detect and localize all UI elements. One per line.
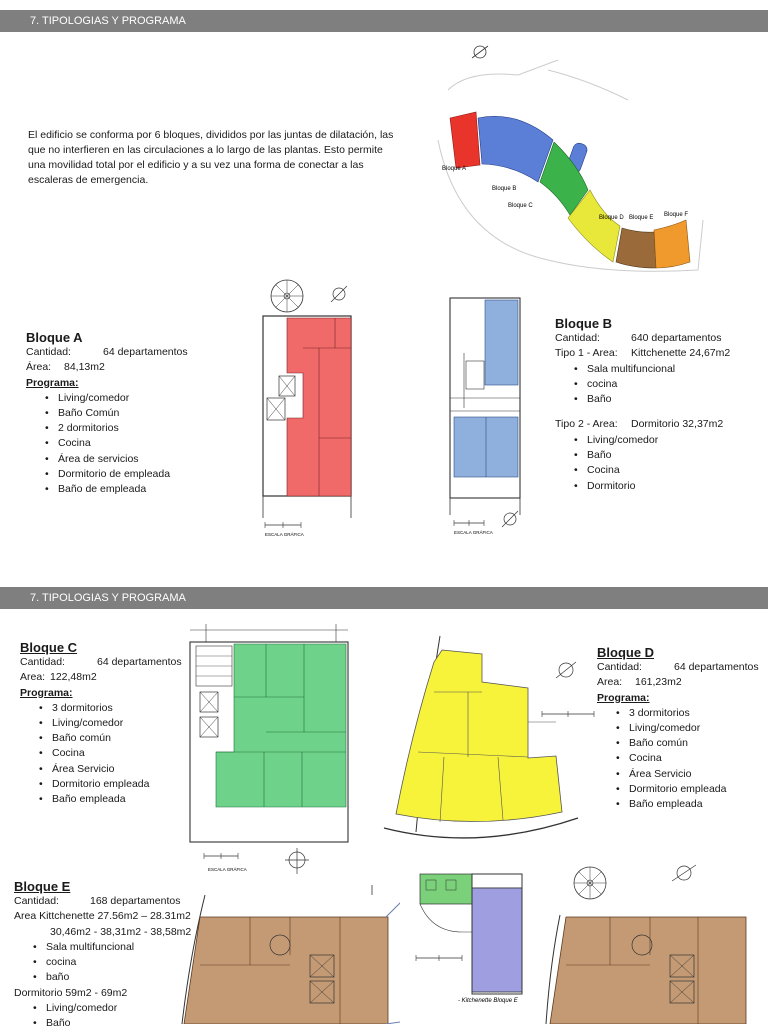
site-block-b — [478, 116, 553, 182]
block-a-program-label: Programa: — [26, 376, 79, 389]
block-a-area-key: Área: — [26, 361, 52, 374]
list-item: • Cocina — [26, 436, 188, 451]
block-b-cantidad-key: Cantidad: — [555, 332, 600, 344]
site-label-b: Bloque B — [492, 186, 517, 192]
site-plan — [428, 40, 708, 280]
scale-label: ESCALA GRÁFICA — [454, 530, 493, 535]
list-item: • Baño Común — [26, 406, 188, 421]
north-arrow-icon — [472, 46, 488, 58]
list-item: • cocina — [14, 955, 191, 970]
block-c-cantidad-key: Cantidad: — [20, 656, 65, 668]
list-item: • Living/comedor — [20, 716, 182, 731]
list-item: • Dormitorio empleada — [597, 782, 759, 797]
scale-bar — [416, 955, 462, 961]
site-label-d: Bloque D — [599, 215, 624, 221]
list-item: • 2 dormitorios — [26, 421, 188, 436]
block-a-cantidad-key: Cantidad: — [26, 346, 71, 358]
floor-plan-a — [255, 278, 360, 540]
list-item: • Cocina — [555, 463, 730, 478]
floor-plan-c — [186, 622, 356, 884]
scale-bar — [542, 711, 594, 717]
block-c-title: Bloque C — [20, 640, 78, 655]
block-c-area-value: 122,48m2 — [50, 671, 97, 684]
list-item: • baño — [14, 970, 191, 985]
list-item: • Dormitorio — [555, 479, 730, 494]
block-b-info — [555, 316, 730, 494]
list-item: • Living/comedor — [597, 721, 759, 736]
floor-plan-e-left — [160, 885, 400, 1024]
list-item: • Área Servicio — [597, 767, 759, 782]
list-item: • Baño — [555, 392, 730, 407]
list-item: • cocina — [555, 377, 730, 392]
block-b-tipo2-key: Tipo 2 - Area: — [555, 418, 618, 431]
stair-icon — [196, 646, 232, 686]
list-item: • Dormitorio empleada — [20, 777, 182, 792]
north-arrow-icon — [556, 662, 576, 678]
list-item: • Área de servicios — [26, 452, 188, 467]
list-item: • Baño — [555, 448, 730, 463]
block-a-title: Bloque A — [26, 330, 83, 345]
section-header: 7. TIPOLOGIAS Y PROGRAMA — [0, 587, 768, 609]
block-c-area-key: Area: — [20, 671, 46, 684]
list-item: • Sala multifuncional — [14, 940, 191, 955]
scale-label: ESCALA GRÁFICA — [265, 532, 304, 537]
block-e-list-2 — [14, 1001, 191, 1032]
site-label-f: Bloque F — [664, 212, 689, 218]
list-item: • Baño común — [20, 731, 182, 746]
list-item: • Cocina — [20, 746, 182, 761]
site-label-e: Bloque E — [629, 215, 654, 221]
block-d-area-value: 161,23m2 — [635, 676, 682, 689]
list-item: • Living/comedor — [14, 1001, 191, 1016]
list-item: • Baño común — [597, 736, 759, 751]
block-b-tipo1-list — [555, 362, 730, 408]
block-b-tipo1-value: Kittchenette 24,67m2 — [631, 347, 731, 360]
list-item: • Baño — [14, 1016, 191, 1031]
block-e-area-line1: Area Kittchenette 27.56m2 – 28.31m2 — [14, 910, 191, 923]
block-e-area-line2: 30,46m2 - 38,31m2 - 38,58m2 — [50, 925, 192, 938]
spiral-stair-icon — [271, 280, 303, 312]
list-item: • Cocina — [597, 751, 759, 766]
block-b-title: Bloque B — [555, 316, 613, 331]
list-item: • Área Servicio — [20, 762, 182, 777]
block-c-info — [20, 640, 182, 808]
block-d-cantidad-value: 64 departamentos — [674, 661, 759, 673]
site-label-a: Bloque A — [442, 166, 467, 172]
list-item: • Dormitorio de empleada — [26, 467, 188, 482]
block-d-program-list — [597, 706, 759, 813]
list-item: • Baño de empleada — [26, 482, 188, 497]
block-b-tipo2-list — [555, 433, 730, 494]
list-item: • 3 dormitorios — [20, 701, 182, 716]
north-arrow-icon — [285, 848, 309, 874]
block-a-cantidad-value: 64 departamentos — [103, 346, 188, 358]
block-e-dorm-line: Dormitorio 59m2 - 69m2 — [14, 986, 128, 999]
block-e-title: Bloque E — [14, 879, 71, 894]
block-d-cantidad-key: Cantidad: — [597, 661, 642, 673]
scale-bar — [454, 520, 493, 535]
list-item: • Baño empleada — [20, 792, 182, 807]
list-item: • Sala multifuncional — [555, 362, 730, 377]
intro-paragraph: El edificio se conforma por 6 bloques, divididos por las juntas de dilatación, las que no interfieren en las circulaciones a lo largo de las plantas. Esto permite una movilidad total por el edificio y a su vez una forma de conectar a las escaleras de emergencia. — [28, 129, 394, 186]
block-a-info — [26, 330, 188, 498]
block-c-cantidad-value: 64 departamentos — [97, 656, 182, 668]
block-a-area-value: 84,13m2 — [64, 361, 105, 374]
block-e-cantidad-key: Cantidad: — [14, 895, 59, 907]
list-item: • Living/comedor — [26, 391, 188, 406]
list-item: • 3 dormitorios — [597, 706, 759, 721]
kitchenette-detail-plan — [412, 872, 528, 1012]
block-b-tipo2-value: Dormitorio 32,37m2 — [631, 418, 724, 431]
floor-plan-e-right — [530, 855, 768, 1024]
block-c-program-label: Programa: — [20, 686, 73, 699]
north-arrow-icon — [502, 511, 518, 527]
north-arrow-icon — [672, 865, 696, 881]
list-item: • Baño empleada — [597, 797, 759, 812]
block-d-program-label: Programa: — [597, 691, 650, 704]
block-b-tipo1-key: Tipo 1 - Area: — [555, 347, 618, 360]
block-d-title: Bloque D — [597, 645, 655, 660]
block-b-cantidad-value: 640 departamentos — [631, 332, 722, 344]
list-item: • Living/comedor — [555, 433, 730, 448]
block-a-program-list — [26, 391, 188, 498]
block-e-cantidad-value: 168 departamentos — [90, 895, 181, 907]
block-d-area-key: Area: — [597, 676, 623, 689]
block-e-info — [14, 879, 191, 1032]
floor-plan-d — [378, 632, 598, 850]
block-d-info — [597, 645, 759, 813]
scale-label: ESCALA GRÁFICA — [208, 867, 247, 872]
section-header: 7. TIPOLOGIAS Y PROGRAMA — [0, 10, 768, 32]
spiral-stair-icon — [574, 867, 606, 899]
scale-bar — [204, 853, 247, 872]
block-e-list-1 — [14, 940, 191, 986]
block-c-program-list — [20, 701, 182, 808]
site-label-c: Bloque C — [508, 203, 533, 209]
site-block-a — [450, 112, 480, 168]
site-block-f — [654, 220, 690, 268]
site-block-e — [616, 228, 656, 268]
kitchenette-caption: - Kitchenette Bloque E — [458, 998, 518, 1004]
floor-plan-b — [440, 293, 540, 538]
